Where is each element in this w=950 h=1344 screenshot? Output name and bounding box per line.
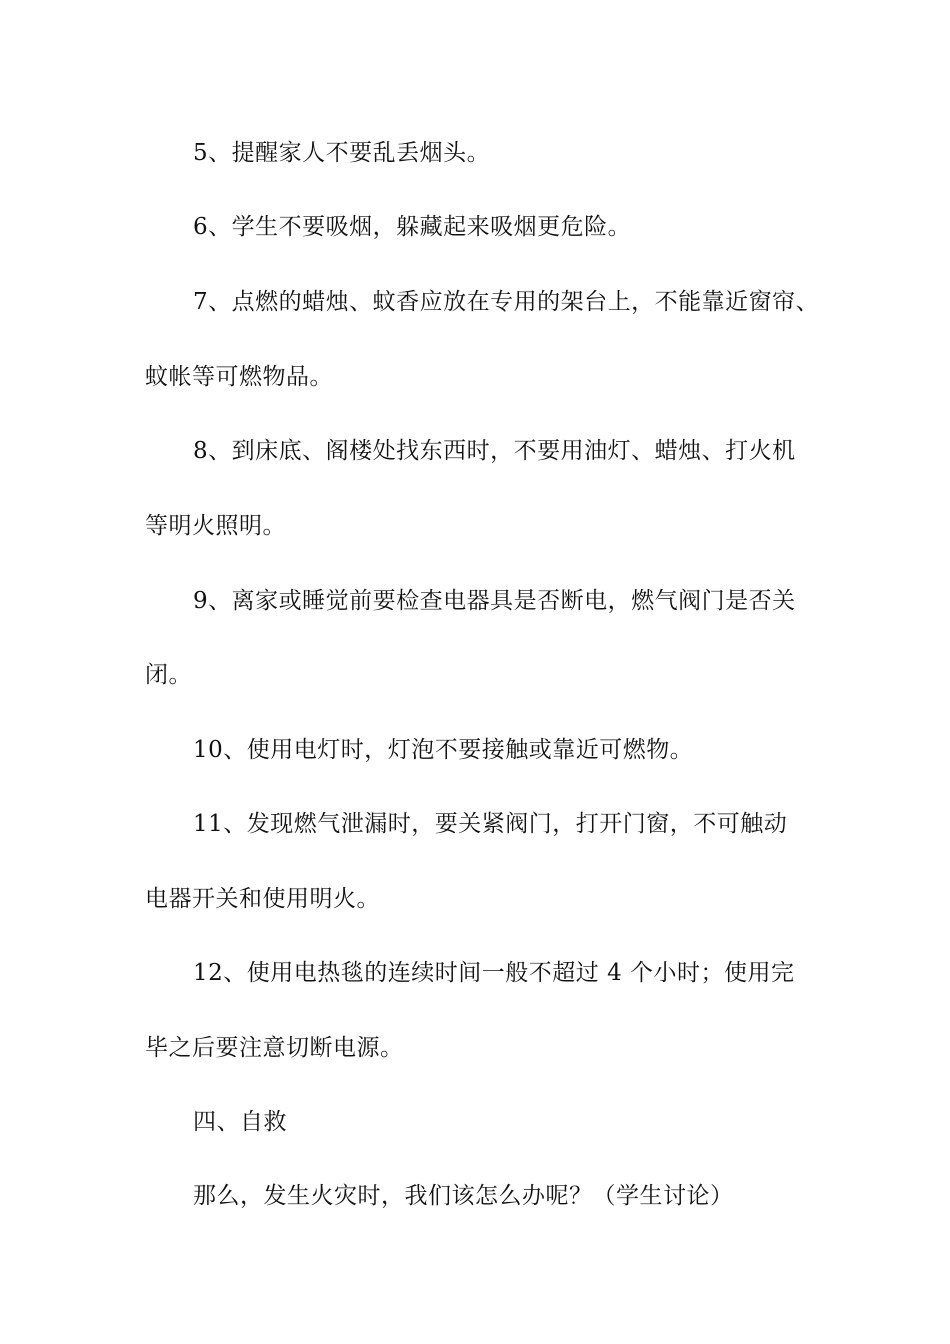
list-item-9-line-2: 闭。: [145, 662, 192, 688]
list-item-11-line-2: 电器开关和使用明火。: [145, 886, 380, 912]
list-item-12-line-2: 毕之后要注意切断电源。: [145, 1035, 404, 1061]
list-item-8-line-2: 等明火照明。: [145, 513, 286, 539]
list-item-7-line-2: 蚊帐等可燃物品。: [145, 364, 333, 390]
list-item-10: 10、使用电灯时，灯泡不要接触或靠近可燃物。: [193, 737, 694, 763]
list-item-6: 6、学生不要吸烟，躲藏起来吸烟更危险。: [193, 214, 632, 240]
list-item-7-line-1: 7、点燃的蜡烛、蚊香应放在专用的架台上，不能靠近窗帘、: [193, 289, 820, 315]
list-item-9-line-1: 9、离家或睡觉前要检查电器具是否断电，燃气阀门是否关: [193, 588, 796, 614]
section-heading: 四、自救: [193, 1109, 287, 1135]
closing-question: 那么，发生火灾时，我们该怎么办呢？（学生讨论）: [193, 1183, 734, 1209]
list-item-8-line-1: 8、到床底、阁楼处找东西时，不要用油灯、蜡烛、打火机: [193, 438, 796, 464]
list-item-5: 5、提醒家人不要乱丢烟头。: [193, 140, 491, 166]
list-item-11-line-1: 11、发现燃气泄漏时，要关紧阀门，打开门窗，不可触动: [193, 811, 788, 837]
list-item-12-line-1: 12、使用电热毯的连续时间一般不超过 4 个小时；使用完: [193, 960, 795, 986]
